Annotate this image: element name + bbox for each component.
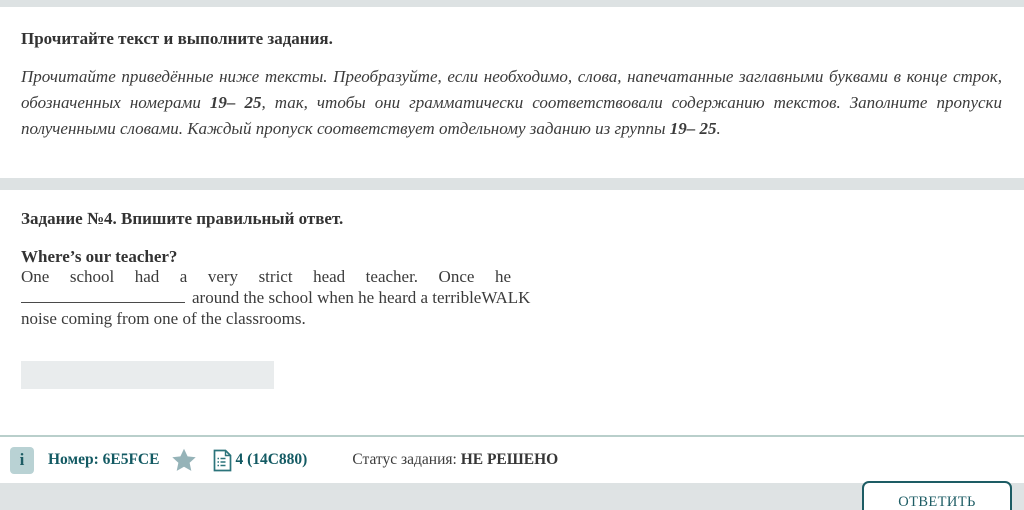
story-text-line-1: One school had a very strict head teacher. Once he — [21, 267, 511, 286]
instructions-text — [21, 64, 1002, 142]
task-info-bar — [0, 435, 1024, 483]
story-text-line-2-text: around the school when he heard a terrible — [192, 288, 482, 307]
instructions-part3: . — [716, 119, 721, 138]
story-text-line-2 — [21, 287, 1002, 308]
answer-blank — [21, 289, 185, 303]
star-icon[interactable] — [170, 447, 198, 474]
instructions-part1: Прочитайте приведённые ниже тексты. Преобразуйте, если необходимо, слова, напечатанные заглавными буквами в конце строк, обозначенных номерами — [21, 67, 1002, 112]
source-task-link[interactable]: 4 (14C880) — [235, 451, 308, 468]
instructions-part2: , так, чтобы они грамматически соответствовали содержанию текстов. Заполните пропуски полученными словами. Каждый пропуск соответствует отдельному заданию из группы — [21, 93, 1002, 138]
instructions-heading: Прочитайте текст и выполните задания. — [21, 29, 333, 48]
instructions-range2: 19– 25 — [669, 119, 717, 138]
instructions-panel — [0, 7, 1024, 178]
keyword-walk: WALK — [481, 288, 531, 307]
page — [0, 7, 1024, 510]
status-group — [352, 451, 558, 469]
info-icon[interactable]: i — [10, 447, 34, 474]
story-title: Where’s our teacher? — [21, 247, 178, 266]
status-label: Статус задания: — [352, 451, 461, 468]
story-text — [21, 266, 1002, 329]
task-heading: Задание №4. Впишите правильный ответ. — [21, 209, 344, 228]
task-panel — [0, 190, 1024, 483]
status-badge: НЕ РЕШЕНО — [460, 451, 559, 468]
doc-icon[interactable] — [213, 449, 232, 472]
task-number-link[interactable]: Номер: 6E5FCE — [48, 451, 160, 468]
story-text-line-3: noise coming from one of the classrooms. — [21, 309, 306, 328]
answer-button[interactable]: ОТВЕТИТЬ — [862, 481, 1012, 510]
answer-input[interactable] — [21, 361, 274, 389]
instructions-range1: 19– 25 — [209, 93, 262, 112]
